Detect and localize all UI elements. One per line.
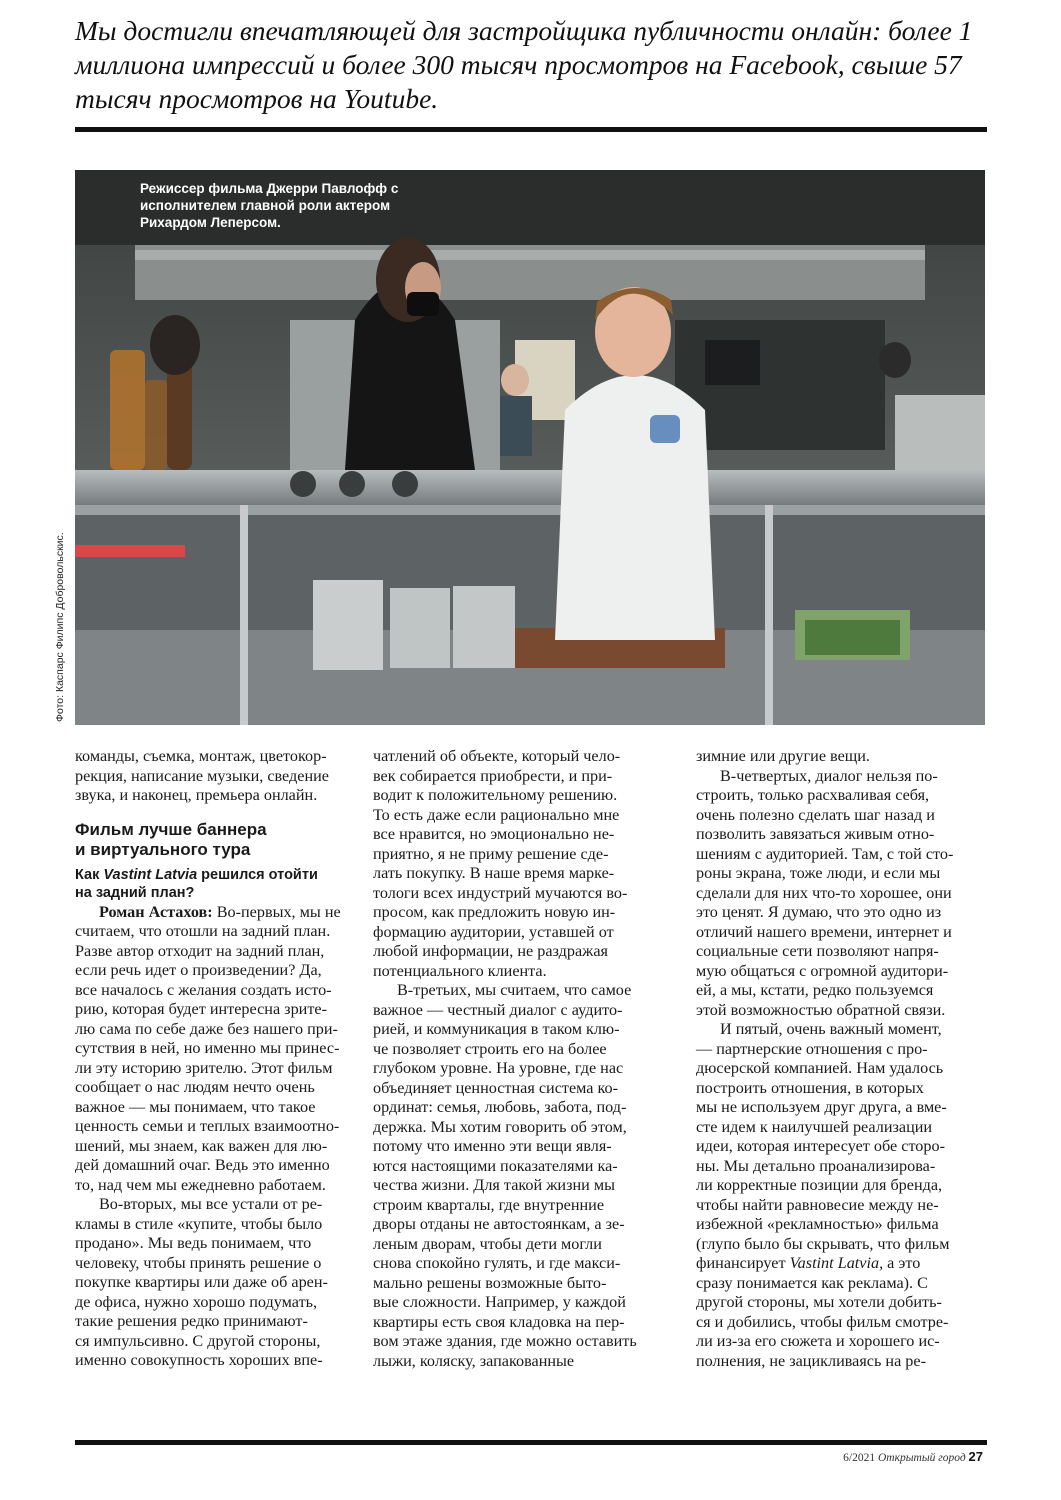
interview-question: [75, 866, 352, 902]
paragraph: В-четвертых, диалог нельзя по- строить, только расхваливая себя, очень полезно сделать шаг назад и позволить завязаться живым отно- шениям с аудиторией. Там, с той сто- роны экрана, тоже люди, и если мы сделали для них что-то хорошее, они это ценят. Я думаю, что это одно из отличий нашего времени, интернет и социальные сети позволяют напря- мую общаться с огромной аудитори- ей, а мы, кстати, редко пользуемся этой возможностью обратной связи.: [696, 766, 954, 1019]
bottom-rule: [75, 1440, 987, 1445]
kitchen-photo: [75, 170, 985, 725]
top-rule: [75, 127, 987, 132]
paragraph: чатлений об объекте, который чело- век собирается приобрести, и при- водит к положительному решению. То есть даже если рационально мне все нравится, но эмоционально не- приятно, я не приму решение сде- лать покупку. В наше время марке- тологи всех индустрий мучаются во- просом, как предложить новую ин- формацию аудитории, уставшей от любой информации, не раздражая потенциального клиента.: [373, 747, 628, 980]
column-1: [75, 747, 352, 1371]
paragraph: [696, 1020, 981, 1371]
paragraph: В-третьих, мы считаем, что самое важное — честный диалог с аудито- рией, и коммуникация в таком клю- че позволяет строить его на более глубоком уровне. На уровне, где нас объединяет ценностная система ко- ординат: семья, любовь, забота, под- держка. Мы хотим говорить об этом, потому что именно эти вещи явля- ются настоящими показателями ка- чества жизни. Для такой жизни мы строим кварталы, где внутренние дворы отданы не автостоянкам, а зе- леным дворам, чтобы дети могли снова спокойно гулять, и где макси- мально решены возможные быто- вые сложности. Например, у каждой квартиры есть своя кладовка на пер- вом этаже здания, где можно оставить лыжи, коляску, запакованные: [373, 981, 637, 1370]
photo-caption: Режиссер фильма Джерри Павлофф с исполнителем главной роли актером Рихардом Леперсом.: [140, 181, 399, 230]
issue-number: 6/2021: [843, 1452, 876, 1464]
question-text: решился отойти на задний план?: [75, 866, 318, 901]
speaker-name: Роман Астахов:: [99, 902, 213, 921]
page-number: 27: [968, 1449, 983, 1464]
paragraph: [75, 903, 352, 1196]
photo-credit: Фото: Каспарс Филипс Добровольскис.: [54, 532, 66, 722]
publication-name: Открытый город: [878, 1452, 966, 1464]
question-text: Как: [75, 866, 104, 883]
paragraph: Во-вторых, мы все устали от ре- кламы в стиле «купите, чтобы было продано». Мы ведь понимаем, что человеку, чтобы принять решение о покупке квартиры или даже об арен- де офиса, нужно хорошо подумать, такие решения редко принимают- ся импульсивно. С другой стороны, именно совокупность хороших впе-: [75, 1195, 328, 1369]
answer-text: Во-первых, мы не считаем, что отошли на задний план. Разве автор отходит на задний план, если речь идет о произведении? Да, все началось с желания создать исто- рию, которая будет интересна зрите- лю сама по себе даже без нашего при- сутствия в ней, но именно мы принес- ли эту историю зрителю. Этот фильм сообщает о нас людям нечто очень важное — мы понимаем, что такое ценность семьи и теплых взаимоотно- шений, мы знаем, как важен для лю- дей домашний очаг. Ведь это именно то, над чем мы ежедневно работаем.: [75, 902, 341, 1194]
section-heading: Фильм лучше баннера и виртуального тура: [75, 819, 267, 859]
brand-name: Vastint Latvia,: [789, 1254, 884, 1272]
paragraph: команды, съемка, монтаж, цветокор- рекция, написание музыки, сведение звука, и наконец, премьера онлайн.: [75, 747, 329, 804]
paragraph-text: а это сразу понимается как реклама). С другой стороны, мы хотели добить- ся и добились, чтобы фильм смотре- ли из-за его сюжета и хорошего ис- полнения, не зацикливаясь на ре-: [696, 1254, 949, 1370]
page-footer: [843, 1449, 983, 1464]
pull-quote: Мы достигли впечатляющей для застройщика публичности онлайн: более 1 миллиона импрессий и более 300 тысяч просмотров на Facebook, свыше 57 тысяч просмотров на Youtube.: [75, 15, 973, 114]
column-2: [373, 747, 650, 1371]
paragraph: зимние или другие вещи.: [696, 747, 870, 765]
column-3: [696, 747, 981, 1371]
paragraph-text: И пятый, очень важный момент, — партнерские отношения с про- дюсерской компанией. Нам удалось построить отношения, в которых мы не используем друг друга, а вме- сте идем к наилучшей реализации идеи, которая интересует обе сторо- ны. Мы детально проанализирова- ли корректные позиции для бренда, чтобы найти равновесие между не- избежной «рекламностью» фильма (глупо было бы скрывать, что фильм финансирует: [696, 1020, 950, 1272]
brand-name: Vastint Latvia: [103, 866, 198, 883]
